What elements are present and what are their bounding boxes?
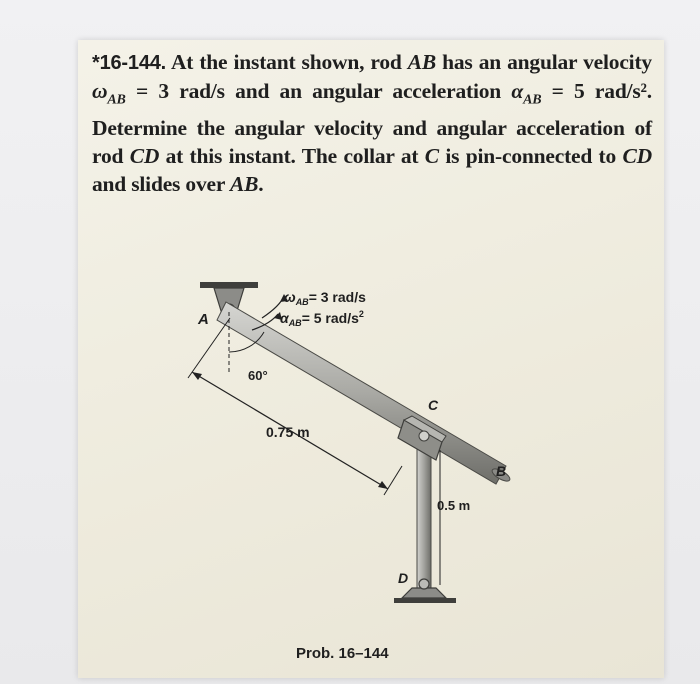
rod-ab: [217, 302, 512, 484]
omega-label: $\omega_{AB}= 3$ rad/s: [284, 289, 366, 307]
figure-caption: Prob. 16–144: [296, 645, 389, 662]
length-cd-label: 0.5 m: [437, 498, 471, 513]
problem-number: *16-144.: [92, 52, 167, 74]
alpha-label: $\alpha_{AB}= 5$ rad/$s^2$: [280, 309, 364, 328]
label-b: B: [496, 463, 507, 479]
label-a: A: [198, 311, 209, 328]
length-ac-label: 0.75 m: [266, 424, 310, 440]
problem-statement: *16-144. At the instant shown, rod AB has an angular velocity $\omega_{AB} = 3$ rad/s and an angular acceleration $\alpha_{AB} = 5$ rad/s². Determine the angular velocity and angular acceleration of rod CD at this instant. The collar at C is pin-connected to CD and slides over AB.: [92, 50, 652, 197]
label-d: D: [398, 570, 409, 586]
label-c: C: [428, 397, 439, 413]
angle-label: 60°: [248, 368, 268, 383]
